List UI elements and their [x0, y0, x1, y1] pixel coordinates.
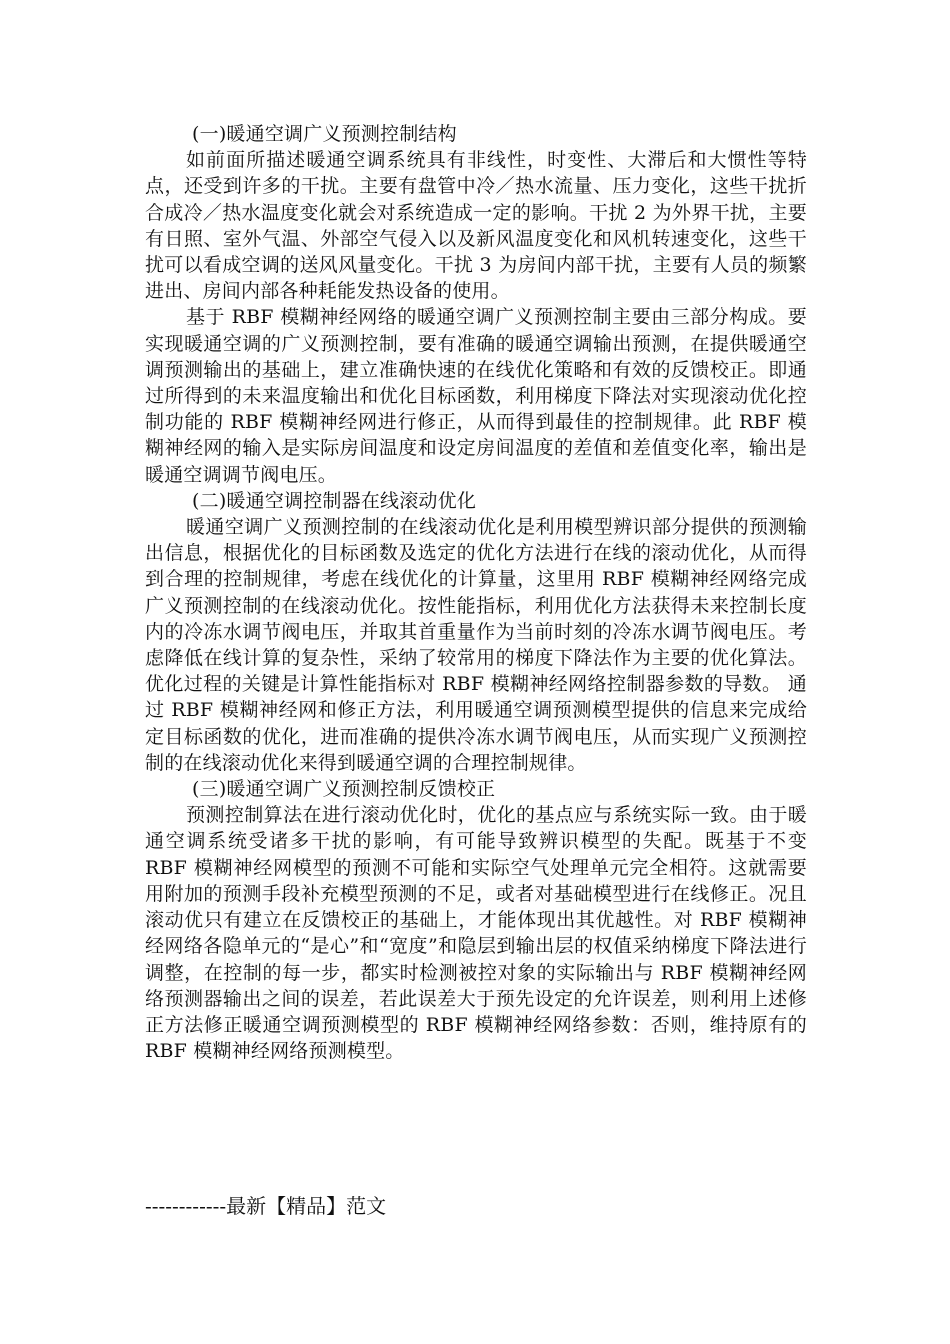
paragraph-2-1: 暖通空调广义预测控制的在线滚动优化是利用模型辨识部分提供的预测输出信息，根据优化的目标函数及选定的优化方法进行在线的滚动优化，从而得到合理的控制规律，考虑在线优化的计算量，这里用 RBF 模糊神经网络完成广义预测控制的在线滚动优化。按性能指标，利用优化方法获得未来控制长度内的冷冻水调节阀电压，并取其首重量作为当前时刻的冷冻水调节阀电压。考虑降低在线计算的复杂性，采纳了较常用的梯度下降法作为主要的优化算法。优化过程的关键是计算性能指标对 RBF 模糊神经网络控制器参数的导数。 通过 RBF 模糊神经网和修正方法，利用暖通空调预测模型提供的信息来完成给定目标函数的优化，进而准确的提供冷冻水调节阀电压，从而实现广义预测控制的在线滚动优化来得到暖通空调的合理控制规律。	[145, 516, 807, 774]
article-body	[145, 121, 807, 1064]
footer-label: ------------最新【精品】范文	[145, 1194, 387, 1218]
section-heading-1: (一)暖通空调广义预测控制结构	[192, 123, 457, 145]
paragraph-1-1: 如前面所描述暖通空调系统具有非线性，时变性、大滞后和大惯性等特点，还受到许多的干扰。主要有盘管中冷／热水流量、压力变化，这些干扰折合成冷／热水温度变化就会对系统造成一定的影响。干扰 2 为外界干扰，主要有日照、室外气温、外部空气侵入以及新风温度变化和风机转速变化，这些干扰可以看成空调的送风风量变化。干扰 3 为房间内部干扰，主要有人员的频繁进出、房间内部各种耗能发热设备的使用。	[145, 149, 807, 303]
section-heading-2: (二)暖通空调控制器在线滚动优化	[192, 489, 477, 512]
paragraph-3-1: 预测控制算法在进行滚动优化时，优化的基点应与系统实际一致。由于暖通空调系统受诸多干扰的影响，有可能导致辨识模型的失配。既基于不变 RBF 模糊神经网模型的预测不可能和实际空气处理单元完全相符。这就需要用附加的预测手段补充模型预测的不足，或者对基础模型进行在线修正。况且滚动优只有建立在反馈校正的基础上，才能体现出其优越性。对 RBF 模糊神经网络各隐单元的“是心”和“宽度”和隐层到输出层的权值采纳梯度下降法进行调整，在控制的每一步，都实时检测被控对象的实际输出与 RBF 模糊神经网络预测器输出之间的误差，若此误差大于预先设定的允许误差，则利用上述修正方法修正暖通空调预测模型的 RBF 模糊神经网络参数：否则，维持原有的 RBF 模糊神经网络预测模型。	[145, 804, 807, 1063]
paragraph-1-2: 基于 RBF 模糊神经网络的暖通空调广义预测控制主要由三部分构成。要实现暖通空调的广义预测控制，要有准确的暖通空调输出预测，在提供暖通空调预测输出的基础上，建立准确快速的在线优化策略和有效的反馈校正。即通过所得到的未来温度输出和优化目标函数，利用梯度下降法对实现滚动优化控制功能的 RBF 模糊神经网进行修正，从而得到最佳的控制规律。此 RBF 模糊神经网的输入是实际房间温度和设定房间温度的差值和差值变化率，输出是暖通空调调节阀电压。	[145, 306, 807, 486]
section-heading-3: (三)暖通空调广义预测控制反馈校正	[192, 778, 496, 801]
